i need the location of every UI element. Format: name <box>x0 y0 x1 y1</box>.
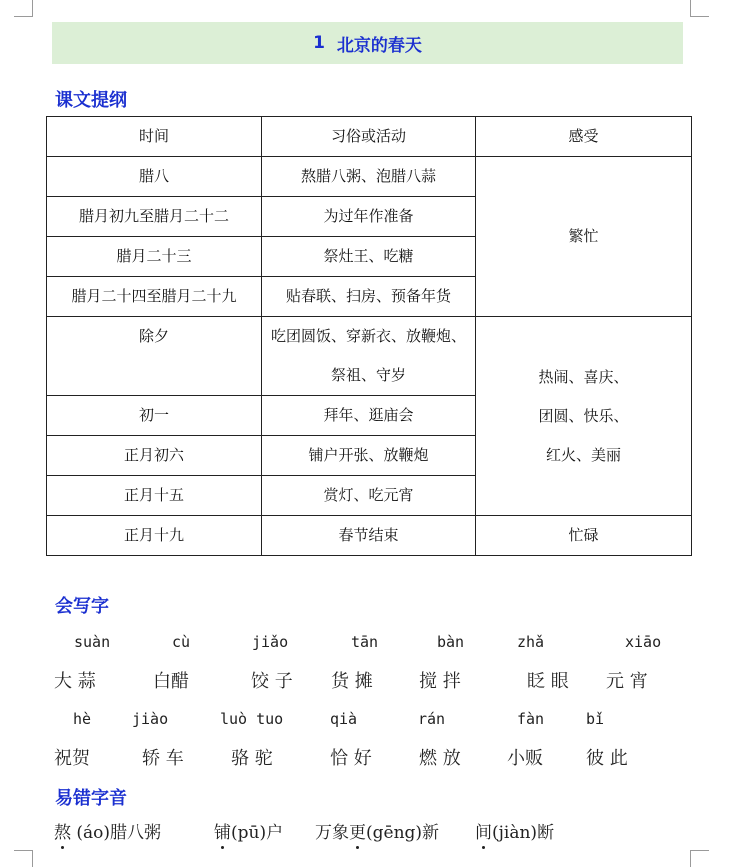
activity-cell: 赏灯、吃元宵 <box>262 476 476 516</box>
word-prefix: 万象 <box>315 823 349 843</box>
word-rest: 户 <box>266 823 284 843</box>
time-cell: 初一 <box>47 396 262 436</box>
word: 彼 此 <box>586 748 628 769</box>
activity-cell: 贴春联、扫房、预备年货 <box>262 277 476 317</box>
word: 大 蒜 <box>54 671 96 692</box>
word: 小贩 <box>507 748 543 769</box>
write-chars-heading: 会写字 <box>55 596 109 617</box>
table-row <box>47 317 692 396</box>
activity-line: 祭祖、守岁 <box>330 366 406 384</box>
header-cell-time: 时间 <box>47 117 262 157</box>
word: 元 宵 <box>606 671 648 692</box>
word-row <box>0 744 736 772</box>
pinyin: zhǎ <box>517 633 545 651</box>
word-row <box>0 667 736 695</box>
pinyin: bǐ <box>586 710 605 728</box>
activity-cell: 春节结束 <box>262 516 476 556</box>
page-corner-mark <box>14 0 33 17</box>
error-prone-item <box>214 818 283 843</box>
target-char: 间 <box>475 823 492 843</box>
target-char: 更 <box>349 823 366 843</box>
time-cell: 正月十五 <box>47 476 262 516</box>
word: 饺 子 <box>251 671 293 692</box>
pinyin: tān <box>351 633 379 651</box>
word: 搅 拌 <box>419 671 461 692</box>
char-reading: (jiàn) <box>492 823 538 843</box>
lesson-number: 1 <box>313 33 325 53</box>
time-cell: 正月十九 <box>47 516 262 556</box>
pinyin: hè <box>73 710 92 728</box>
pinyin: qià <box>330 710 358 728</box>
error-prone-heading: 易错字音 <box>55 788 127 809</box>
word: 轿 车 <box>142 748 184 769</box>
feeling-line: 热闹、喜庆、 <box>538 367 629 386</box>
pinyin: luò tuo <box>220 710 284 728</box>
table-header-row <box>47 117 692 157</box>
pinyin: xiāo <box>625 633 662 651</box>
page-corner-mark <box>690 0 709 17</box>
word: 眨 眼 <box>527 671 569 692</box>
time-cell: 除夕 <box>47 317 262 396</box>
pinyin: rán <box>418 710 446 728</box>
activity-cell <box>262 317 476 396</box>
lesson-title-banner <box>52 22 683 64</box>
word: 燃 放 <box>419 748 461 769</box>
activity-cell: 拜年、逛庙会 <box>262 396 476 436</box>
feeling-cell: 忙碌 <box>476 516 692 556</box>
table-row <box>47 157 692 197</box>
pinyin-row <box>0 633 736 657</box>
pinyin: bàn <box>437 633 465 651</box>
time-cell: 腊八 <box>47 157 262 197</box>
error-prone-item <box>54 818 161 843</box>
error-prone-list <box>54 818 674 846</box>
word: 骆 驼 <box>231 748 273 769</box>
feeling-line: 红火、美丽 <box>545 445 621 464</box>
char-reading: (pū) <box>231 823 267 843</box>
header-cell-feeling: 感受 <box>476 117 692 157</box>
pinyin: cù <box>172 633 191 651</box>
activity-cell: 为过年作准备 <box>262 197 476 237</box>
feeling-cell: 繁忙 <box>476 157 692 317</box>
char-reading: (gēng) <box>366 823 423 843</box>
pinyin: suàn <box>74 633 111 651</box>
page-corner-mark <box>690 850 709 867</box>
activity-cell: 熬腊八粥、泡腊八蒜 <box>262 157 476 197</box>
word-rest: 新 <box>422 823 440 843</box>
activity-cell: 祭灶王、吃糖 <box>262 237 476 277</box>
pinyin: jiǎo <box>252 633 289 651</box>
activity-line: 吃团圆饭、穿新衣、放鞭炮、 <box>270 327 466 345</box>
word: 恰 好 <box>330 748 372 769</box>
target-char: 铺 <box>214 823 231 843</box>
pinyin-row <box>0 710 736 734</box>
word: 货 摊 <box>331 671 373 692</box>
error-prone-item <box>475 818 554 843</box>
pinyin: fàn <box>517 710 545 728</box>
lesson-title: 北京的春天 <box>336 35 422 56</box>
feeling-cell <box>476 317 692 516</box>
time-cell: 腊月二十三 <box>47 237 262 277</box>
activity-cell: 铺户开张、放鞭炮 <box>262 436 476 476</box>
char-reading: (áo) <box>71 823 111 843</box>
feeling-line: 团圆、快乐、 <box>538 406 629 425</box>
page-corner-mark <box>14 850 33 867</box>
header-cell-activity: 习俗或活动 <box>262 117 476 157</box>
error-prone-item <box>315 818 439 843</box>
outline-heading: 课文提纲 <box>55 90 127 111</box>
word: 白醋 <box>153 671 189 692</box>
word-rest: 腊八粥 <box>110 823 162 843</box>
table-row <box>47 516 692 556</box>
pinyin: jiào <box>132 710 169 728</box>
time-cell: 腊月初九至腊月二十二 <box>47 197 262 237</box>
time-cell: 腊月二十四至腊月二十九 <box>47 277 262 317</box>
word-rest: 断 <box>537 823 555 843</box>
lesson-outline-table <box>46 116 692 556</box>
time-cell: 正月初六 <box>47 436 262 476</box>
word: 祝贺 <box>54 748 90 769</box>
target-char: 熬 <box>54 823 71 843</box>
